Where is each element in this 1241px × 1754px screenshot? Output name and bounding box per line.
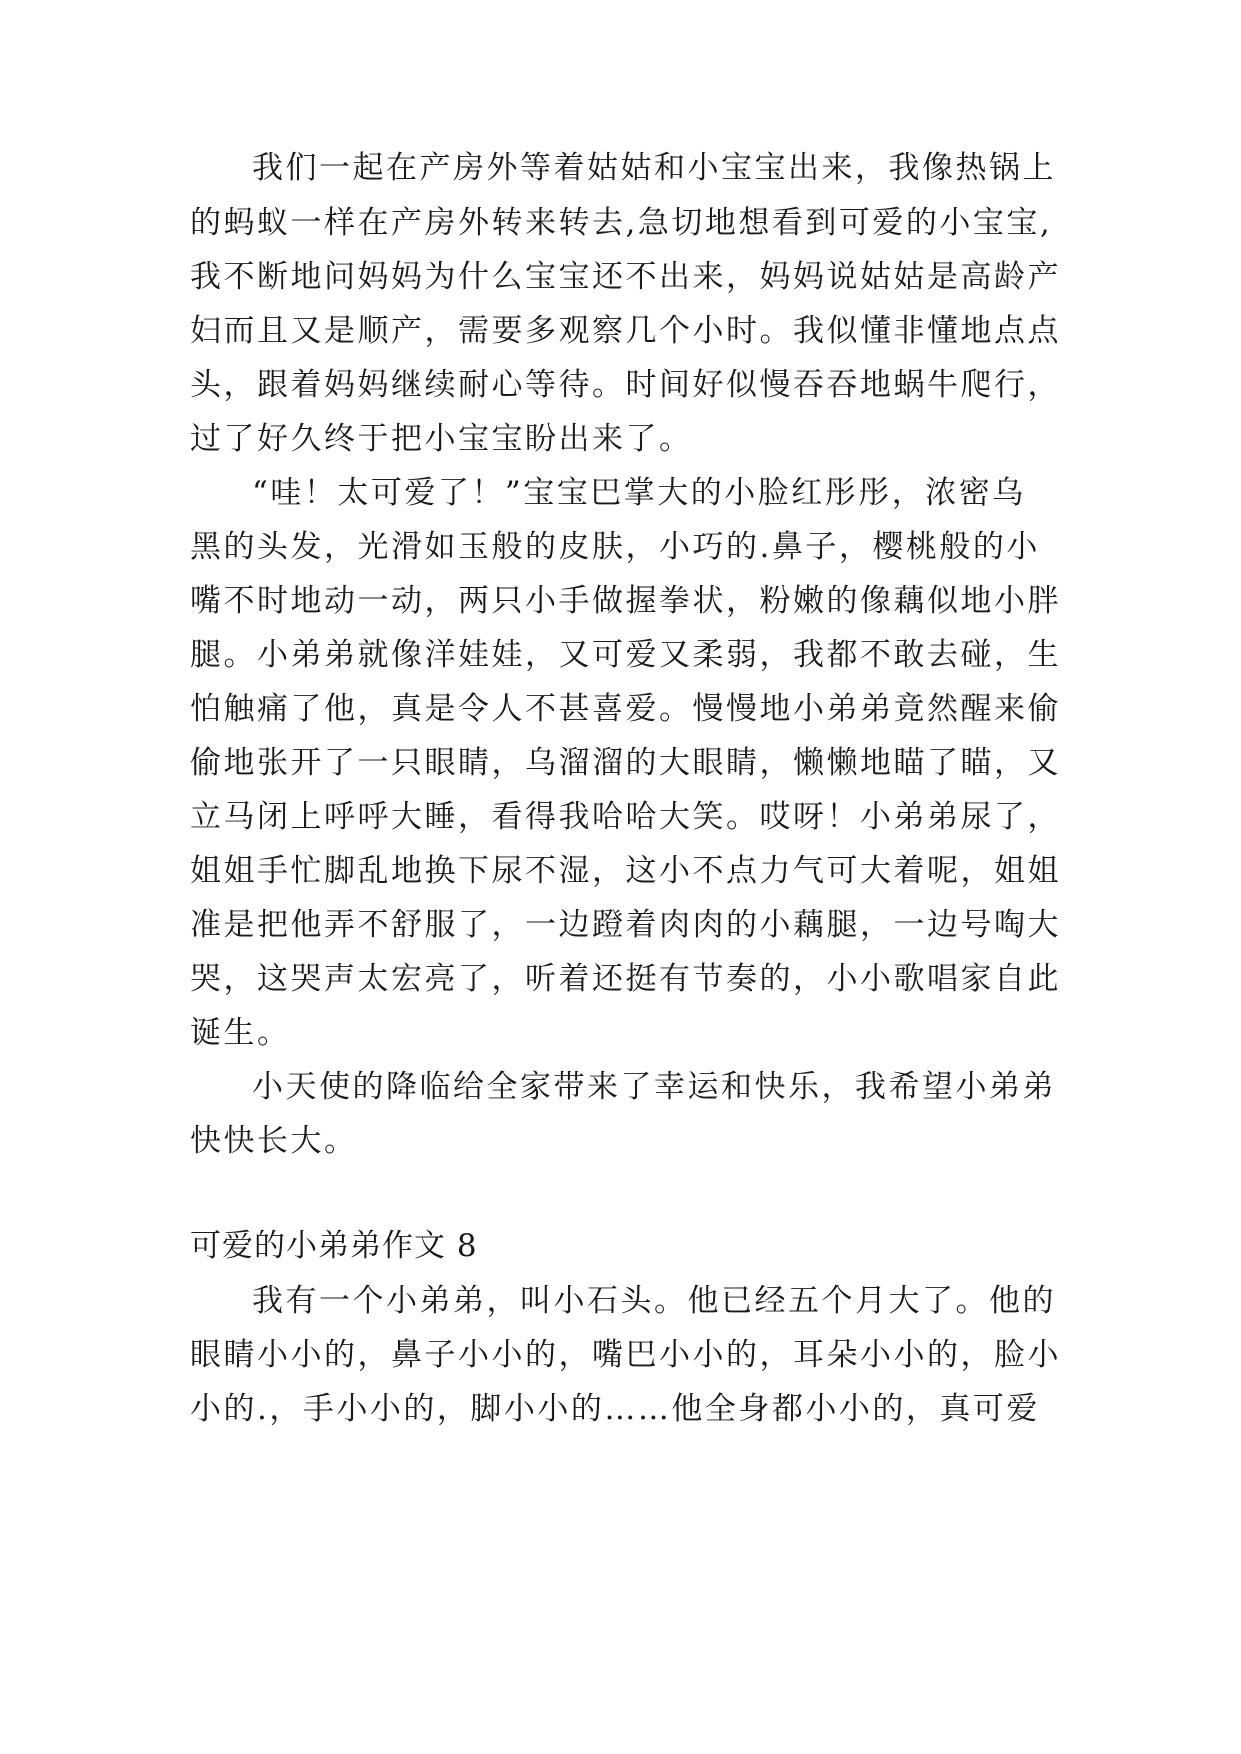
paragraph-4-line-1: 我有一个小弟弟，叫小石头。他已经五个月大了。他的	[252, 1283, 1056, 1319]
paragraph-2-line-9: 准是把他弄不舒服了，一边蹬着肉肉的小藕腿，一边号啕大	[190, 907, 1061, 943]
paragraph-1-line-3: 我不断地问妈妈为什么宝宝还不出来，妈妈说姑姑是高龄产	[190, 259, 1061, 295]
section-heading: 可爱的小弟弟作文 8	[190, 1228, 478, 1264]
paragraph-2-line-11: 诞生。	[190, 1015, 291, 1051]
paragraph-2-line-1: “哇！太可爱了！”宝宝巴掌大的小脸红彤彤，浓密乌	[252, 475, 1026, 511]
paragraph-4-line-3: 小的.，手小小的，脚小小的……他全身都小小的，真可爱	[190, 1391, 1040, 1427]
paragraph-2-line-3: 嘴不时地动一动，两只小手做握拳状，粉嫩的像藕似地小胖	[190, 583, 1061, 619]
paragraph-2-line-4: 腿。小弟弟就像洋娃娃，又可爱又柔弱，我都不敢去碰，生	[190, 637, 1061, 673]
paragraph-2-line-8: 姐姐手忙脚乱地换下尿不湿，这小不点力气可大着呢，姐姐	[190, 853, 1061, 889]
paragraph-1-line-6: 过了好久终于把小宝宝盼出来了。	[190, 421, 693, 457]
paragraph-3-line-1: 小天使的降临给全家带来了幸运和快乐，我希望小弟弟	[252, 1069, 1056, 1105]
paragraph-1-line-2: 的蚂蚁一样在产房外转来转去,急切地想看到可爱的小宝宝,	[190, 205, 1053, 241]
paragraph-1-line-4: 妇而且又是顺产，需要多观察几个小时。我似懂非懂地点点	[190, 313, 1061, 349]
paragraph-1-line-1: 我们一起在产房外等着姑姑和小宝宝出来，我像热锅上	[252, 150, 1056, 186]
paragraph-2-line-5: 怕触痛了他，真是令人不甚喜爱。慢慢地小弟弟竟然醒来偷	[190, 691, 1061, 727]
paragraph-2-line-6: 偷地张开了一只眼睛，乌溜溜的大眼睛，懒懒地瞄了瞄，又	[190, 745, 1061, 781]
paragraph-1-line-5: 头，跟着妈妈继续耐心等待。时间好似慢吞吞地蜗牛爬行，	[190, 367, 1061, 403]
paragraph-3-line-2: 快快长大。	[190, 1123, 358, 1159]
paragraph-2-line-10: 哭，这哭声太宏亮了，听着还挺有节奏的，小小歌唱家自此	[190, 961, 1061, 997]
paragraph-2-line-7: 立马闭上呼呼大睡，看得我哈哈大笑。哎呀！小弟弟尿了，	[190, 799, 1061, 835]
paragraph-2-line-2: 黑的头发，光滑如玉般的皮肤，小巧的.鼻子，樱桃般的小	[190, 529, 1040, 565]
paragraph-4-line-2: 眼睛小小的，鼻子小小的，嘴巴小小的，耳朵小小的，脸小	[190, 1337, 1061, 1373]
